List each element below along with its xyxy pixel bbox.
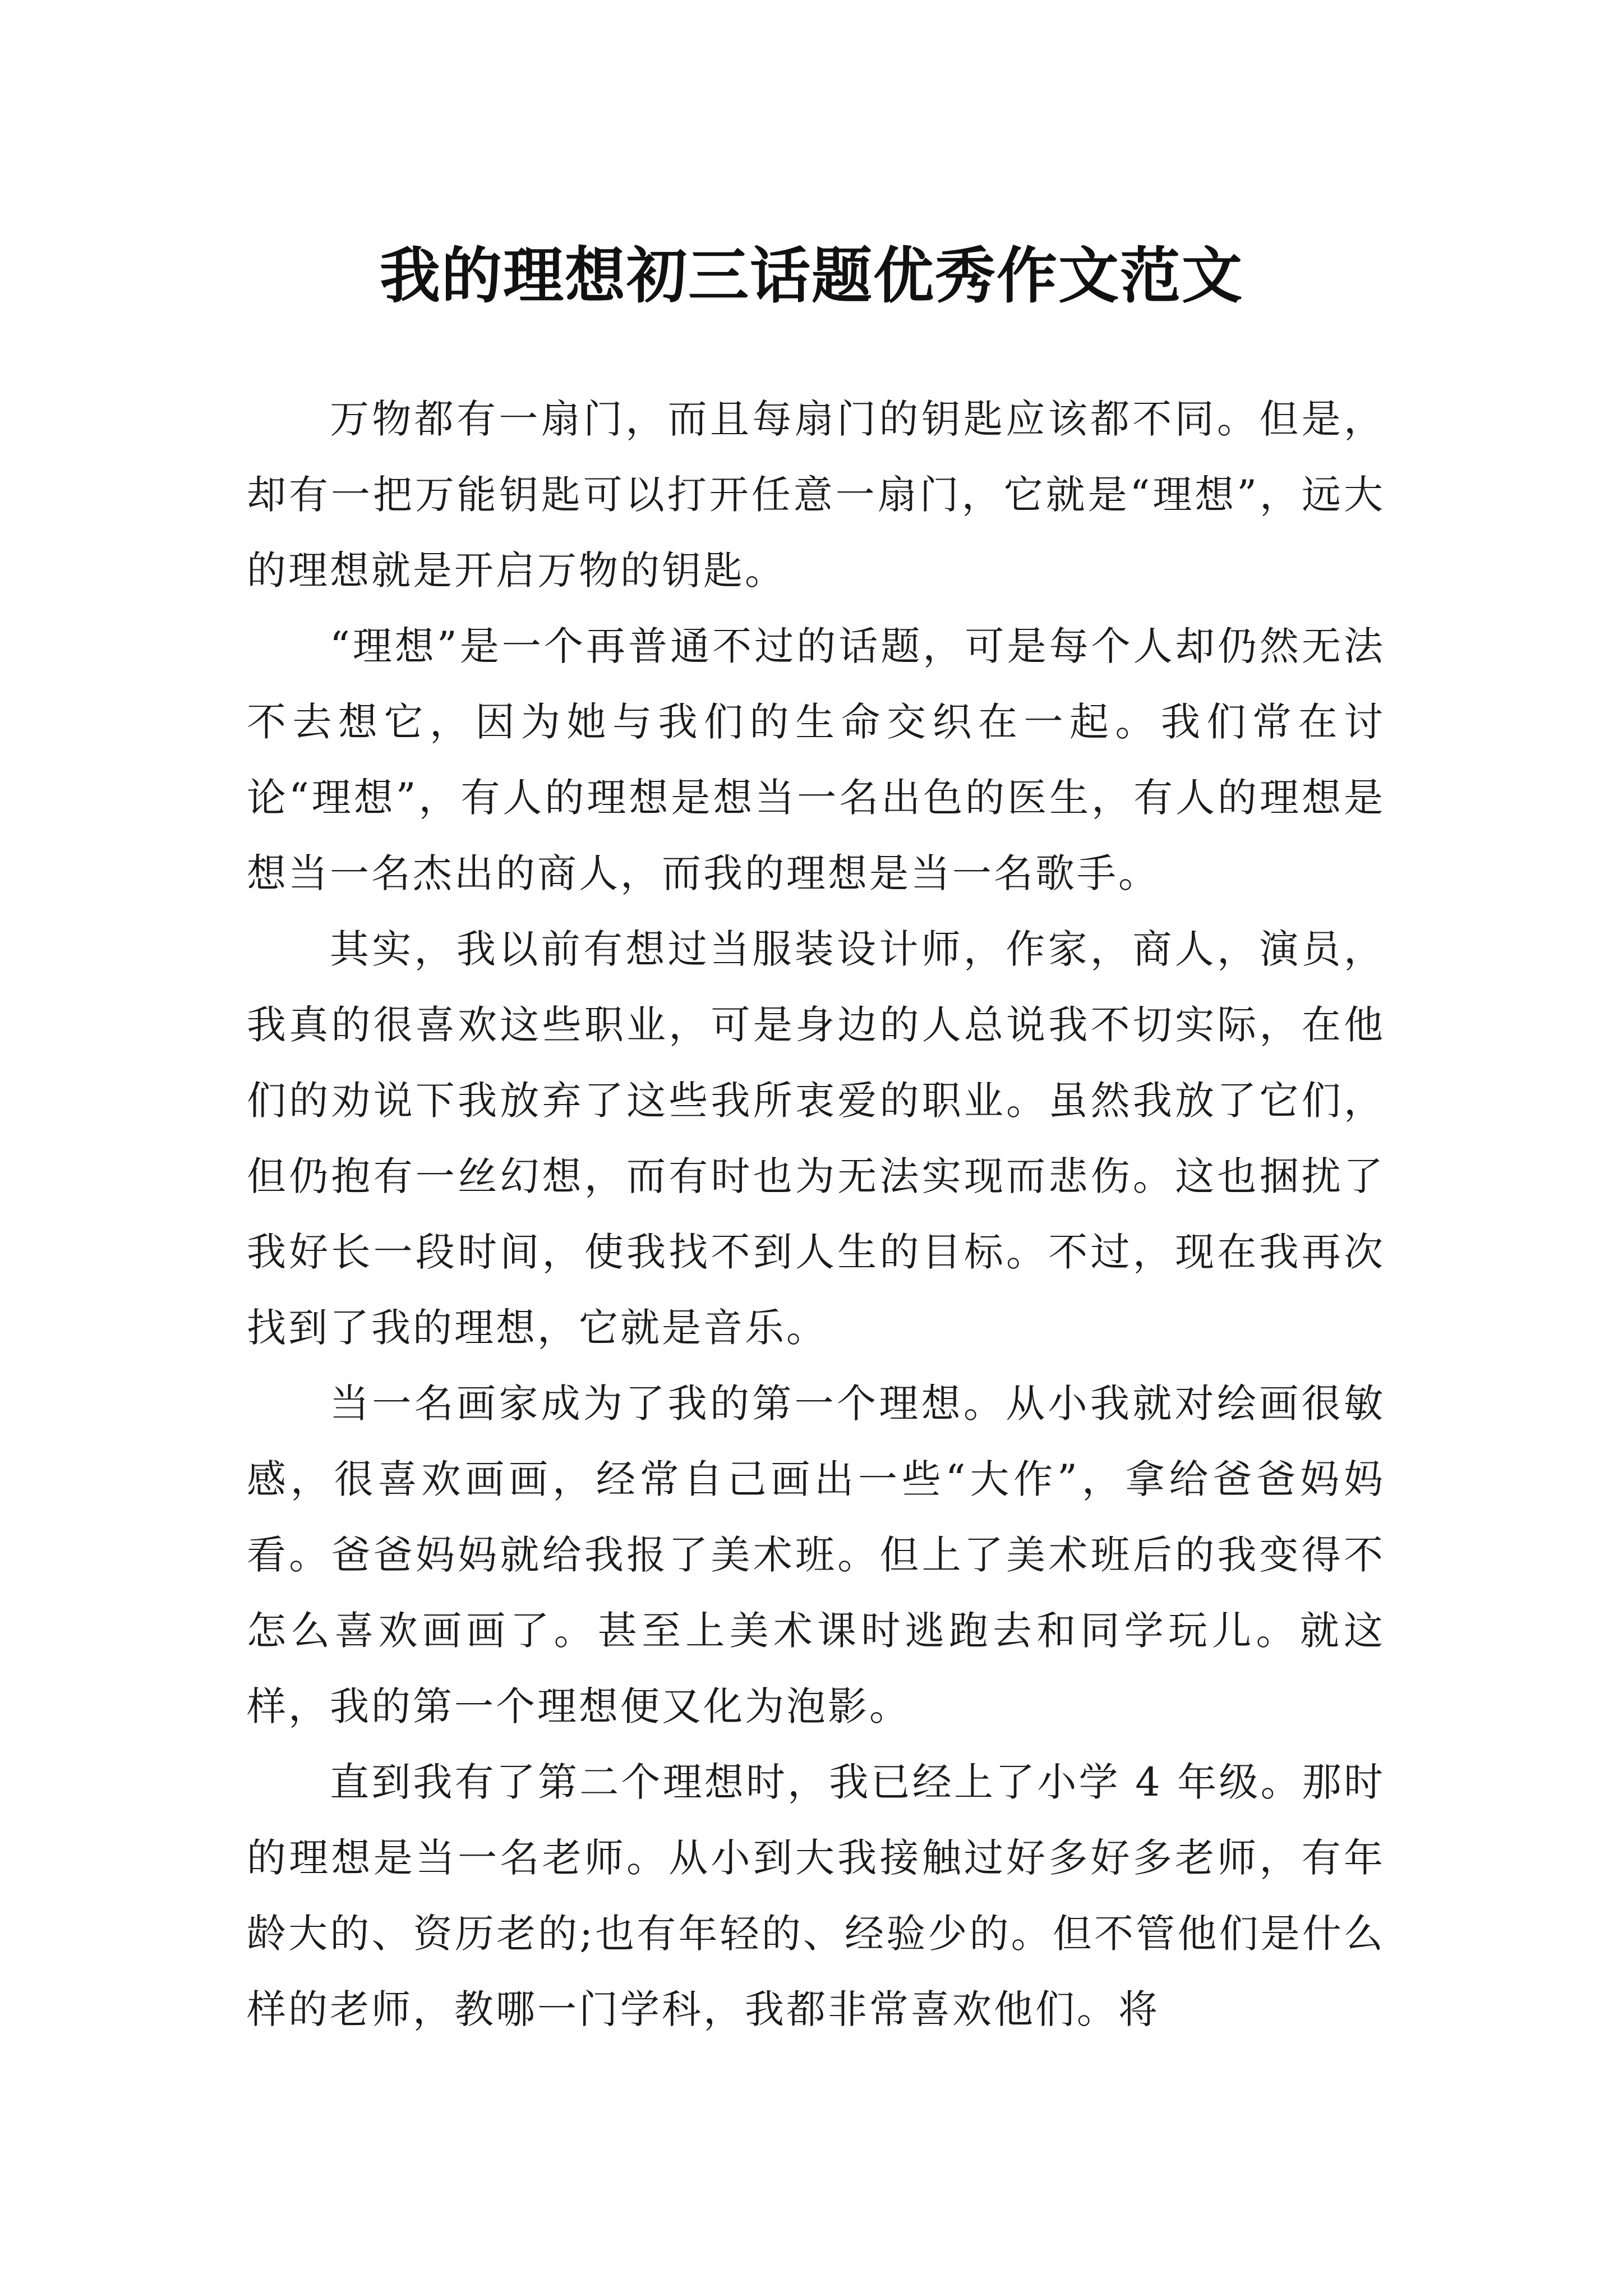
paragraph-4: 当一名画家成为了我的第一个理想。从小我就对绘画很敏感，很喜欢画画，经常自己画出一些“大作”，拿给爸爸妈妈看。爸爸妈妈就给我报了美术班。但上了美术班后的我变得不怎么喜欢画画了。甚至上美术课时逃跑去和同学玩儿。就这样，我的第一个理想便又化为泡影。 bbox=[247, 1381, 1385, 1729]
document-title: 我的理想初三话题优秀作文范文 bbox=[379, 241, 1243, 312]
document-body bbox=[247, 381, 1385, 2047]
paragraph-5: 直到我有了第二个理想时，我已经上了小学 4 年级。那时的理想是当一名老师。从小到大我接触过好多好多老师，有年龄大的、资历老的;也有年轻的、经验少的。但不管他们是什么样的老师，教哪一门学科，我都非常喜欢他们。将 bbox=[247, 1759, 1385, 2032]
paragraph-3: 其实，我以前有想过当服装设计师，作家，商人，演员，我真的很喜欢这些职业，可是身边的人总说我不切实际，在他们的劝说下我放弃了这些我所衷爱的职业。虽然我放了它们，但仍抱有一丝幻想，而有时也为无法实现而悲伤。这也捆扰了我好长一段时间，使我找不到人生的目标。不过，现在我再次找到了我的理想，它就是音乐。 bbox=[247, 926, 1385, 1351]
paragraph-1: 万物都有一扇门，而且每扇门的钥匙应该都不同。但是，却有一把万能钥匙可以打开任意一扇门，它就是“理想”，远大的理想就是开启万物的钥匙。 bbox=[247, 396, 1385, 593]
paragraph-2: “理想”是一个再普通不过的话题，可是每个人却仍然无法不去想它，因为她与我们的生命交织在一起。我们常在讨论“理想”，有人的理想是想当一名出色的医生，有人的理想是想当一名杰出的商人，而我的理想是当一名歌手。 bbox=[247, 623, 1385, 896]
